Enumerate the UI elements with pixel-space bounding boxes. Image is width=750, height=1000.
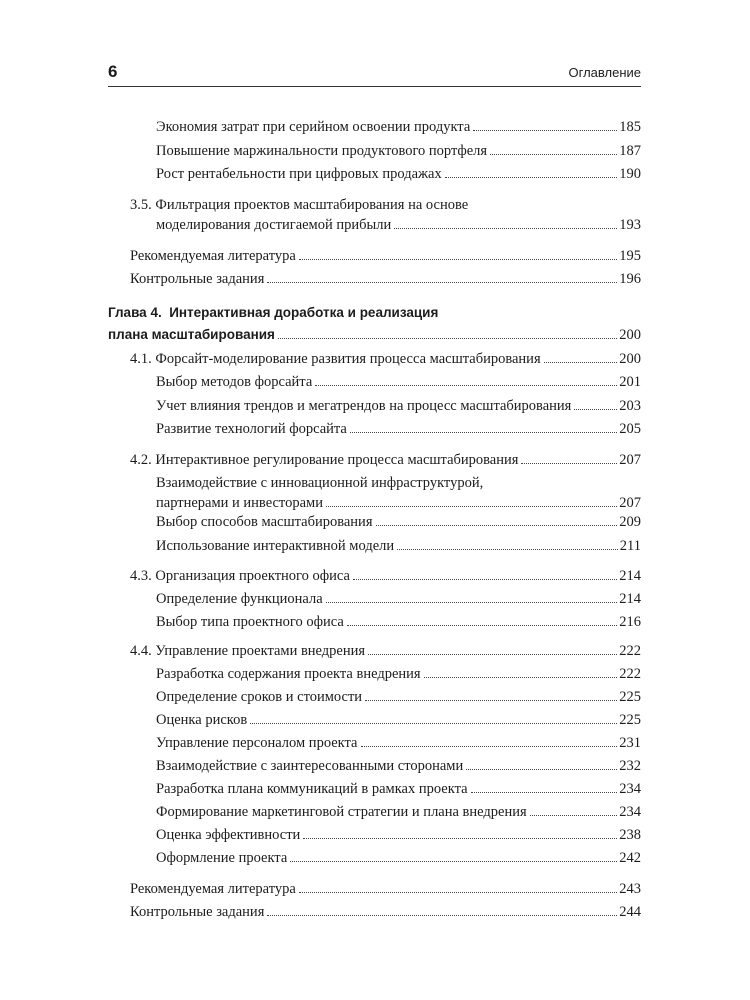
toc-entry-section-3-5[interactable] <box>130 195 641 235</box>
toc-entry-page: 216 <box>619 614 641 630</box>
toc-entry-page: 201 <box>619 374 641 390</box>
toc-entry-title-line1: 3.5. Фильтрация проектов масштабирования на основе <box>130 197 469 213</box>
toc-entry-page: 209 <box>619 514 641 530</box>
toc-entry-title: Контрольные задания <box>130 904 265 920</box>
toc-entry-page: 234 <box>619 804 641 820</box>
toc-entry-page: 222 <box>619 666 641 682</box>
dot-leader <box>473 130 617 131</box>
toc-entry-title: Повышение маржинальности продуктового портфеля <box>156 143 488 159</box>
toc-entry-title: Взаимодействие с заинтересованными сторонами <box>156 758 464 774</box>
toc-entry[interactable] <box>156 141 641 161</box>
toc-entry-page: 244 <box>619 904 641 920</box>
toc-entry-page: 214 <box>619 568 641 584</box>
toc-entry-title-line1: Глава 4. Интерактивная доработка и реализация <box>108 305 439 320</box>
toc-entry[interactable] <box>156 733 641 753</box>
toc-entry-title: Определение функционала <box>156 591 323 607</box>
dot-leader <box>471 792 618 793</box>
toc-entry-page: 231 <box>619 735 641 751</box>
toc-entry[interactable] <box>156 710 641 730</box>
dot-leader <box>350 432 617 433</box>
page-number: 6 <box>108 62 118 81</box>
toc-entry-section-4-2[interactable] <box>130 450 641 470</box>
toc-entry-title: Формирование маркетинговой стратегии и плана внедрения <box>156 804 527 820</box>
toc-entry-page: 222 <box>619 643 641 659</box>
toc-entry[interactable] <box>156 664 641 684</box>
dot-leader <box>466 769 617 770</box>
toc-entry[interactable] <box>156 536 641 556</box>
toc-entry-title: Выбор способов масштабирования <box>156 514 373 530</box>
dot-leader <box>353 579 617 580</box>
toc-entry-title: Управление персоналом проекта <box>156 735 358 751</box>
dot-leader <box>299 892 617 893</box>
dot-leader <box>290 861 617 862</box>
toc-entry-page: 225 <box>619 712 641 728</box>
toc-entry[interactable] <box>156 687 641 707</box>
toc-entry-title: Экономия затрат при серийном освоении продукта <box>156 119 471 135</box>
dot-leader <box>530 815 618 816</box>
toc-entry-title: Оценка рисков <box>156 712 248 728</box>
toc-entry-page: 234 <box>619 781 641 797</box>
dot-leader <box>347 625 617 626</box>
toc-entry-title: Учет влияния трендов и мегатрендов на процесс масштабирования <box>156 398 572 414</box>
page-header <box>108 60 641 87</box>
toc-entry[interactable] <box>130 879 641 899</box>
toc-entry-title: Оформление проекта <box>156 850 288 866</box>
toc-entry[interactable] <box>156 825 641 845</box>
dot-leader <box>376 525 618 526</box>
toc-entry-page: 200 <box>619 351 641 367</box>
toc-entry[interactable] <box>156 779 641 799</box>
toc-entry-page: 238 <box>619 827 641 843</box>
toc-entry-page: 190 <box>619 166 641 182</box>
dot-leader <box>397 549 618 550</box>
dot-leader <box>267 915 617 916</box>
toc-entry-page: 242 <box>619 850 641 866</box>
dot-leader <box>299 259 617 260</box>
dot-leader <box>368 654 617 655</box>
toc-entry-title: плана масштабирования <box>108 327 275 342</box>
toc-entry-page: 187 <box>619 143 641 159</box>
dot-leader <box>521 463 617 464</box>
toc-entry-page: 196 <box>619 271 641 287</box>
toc-entry-page: 214 <box>619 591 641 607</box>
toc-entry-page: 232 <box>619 758 641 774</box>
dot-leader <box>303 838 617 839</box>
toc-entry-page: 207 <box>619 495 641 511</box>
toc-entry-page: 243 <box>619 881 641 897</box>
toc-entry-page: 211 <box>619 538 641 554</box>
toc-entry-page: 203 <box>619 398 641 414</box>
toc-entry-title: партнерами и инвесторами <box>156 495 323 511</box>
toc-entry[interactable] <box>156 848 641 868</box>
toc-entry[interactable] <box>156 396 641 416</box>
toc-entry[interactable] <box>156 117 641 137</box>
toc-entry-title: Разработка плана коммуникаций в рамках проекта <box>156 781 468 797</box>
toc-entry[interactable] <box>156 473 641 513</box>
toc-entry-title: Использование интерактивной модели <box>156 538 395 554</box>
toc-entry[interactable] <box>156 512 641 532</box>
dot-leader <box>394 228 617 229</box>
dot-leader <box>365 700 617 701</box>
toc-entry-title: Развитие технологий форсайта <box>156 421 347 437</box>
toc-entry-page: 200 <box>619 327 641 343</box>
toc-entry-title: Рост рентабельности при цифровых продажах <box>156 166 442 182</box>
toc-entry[interactable] <box>156 164 641 184</box>
dot-leader <box>278 338 617 339</box>
toc-entry-title: Рекомендуемая литература <box>130 881 296 897</box>
toc-entry-title: 4.4. Управление проектами внедрения <box>130 643 366 659</box>
toc-entry-title: 4.3. Организация проектного офиса <box>130 568 350 584</box>
toc-entry[interactable] <box>156 372 641 392</box>
toc-entry-title: 4.1. Форсайт-моделирование развития процесса масштабирования <box>130 351 541 367</box>
toc-entry-title: Разработка содержания проекта внедрения <box>156 666 421 682</box>
toc-entry-section-4-3[interactable] <box>130 566 641 586</box>
toc-entry-page: 207 <box>619 452 641 468</box>
toc-entry[interactable] <box>130 246 641 266</box>
dot-leader <box>445 177 618 178</box>
toc-entry[interactable] <box>156 756 641 776</box>
toc-entry-chapter-4[interactable] <box>108 303 641 345</box>
dot-leader <box>424 677 618 678</box>
dot-leader <box>574 409 617 410</box>
toc-entry[interactable] <box>156 589 641 609</box>
toc-entry-title: 4.2. Интерактивное регулирование процесса масштабирования <box>130 452 519 468</box>
dot-leader <box>361 746 618 747</box>
toc-entry[interactable] <box>156 419 641 439</box>
dot-leader <box>267 282 617 283</box>
toc-entry-title: Выбор типа проектного офиса <box>156 614 344 630</box>
toc-entry-title: моделирования достигаемой прибыли <box>156 217 392 233</box>
dot-leader <box>544 362 618 363</box>
toc-entry-page: 205 <box>619 421 641 437</box>
running-title: Оглавление <box>568 65 641 80</box>
toc-entry[interactable] <box>130 902 641 922</box>
toc-entry-title-line1: Взаимодействие с инновационной инфраструктурой, <box>156 475 484 491</box>
toc-entry-title: Определение сроков и стоимости <box>156 689 363 705</box>
toc-entry[interactable] <box>130 269 641 289</box>
toc-entry-title: Выбор методов форсайта <box>156 374 313 390</box>
dot-leader <box>315 385 617 386</box>
toc-entry-page: 225 <box>619 689 641 705</box>
dot-leader <box>326 506 617 507</box>
toc-entry-section-4-4[interactable] <box>130 641 641 661</box>
dot-leader <box>490 154 617 155</box>
toc-entry-title: Контрольные задания <box>130 271 265 287</box>
toc-entry-page: 193 <box>619 217 641 233</box>
toc-entry[interactable] <box>156 802 641 822</box>
toc-entry-page: 185 <box>619 119 641 135</box>
toc-entry-page: 195 <box>619 248 641 264</box>
toc-entry-title: Оценка эффективности <box>156 827 301 843</box>
toc-entry[interactable] <box>156 612 641 632</box>
dot-leader <box>326 602 618 603</box>
dot-leader <box>250 723 617 724</box>
toc-entry-section-4-1[interactable] <box>130 349 641 369</box>
toc-entry-title: Рекомендуемая литература <box>130 248 296 264</box>
